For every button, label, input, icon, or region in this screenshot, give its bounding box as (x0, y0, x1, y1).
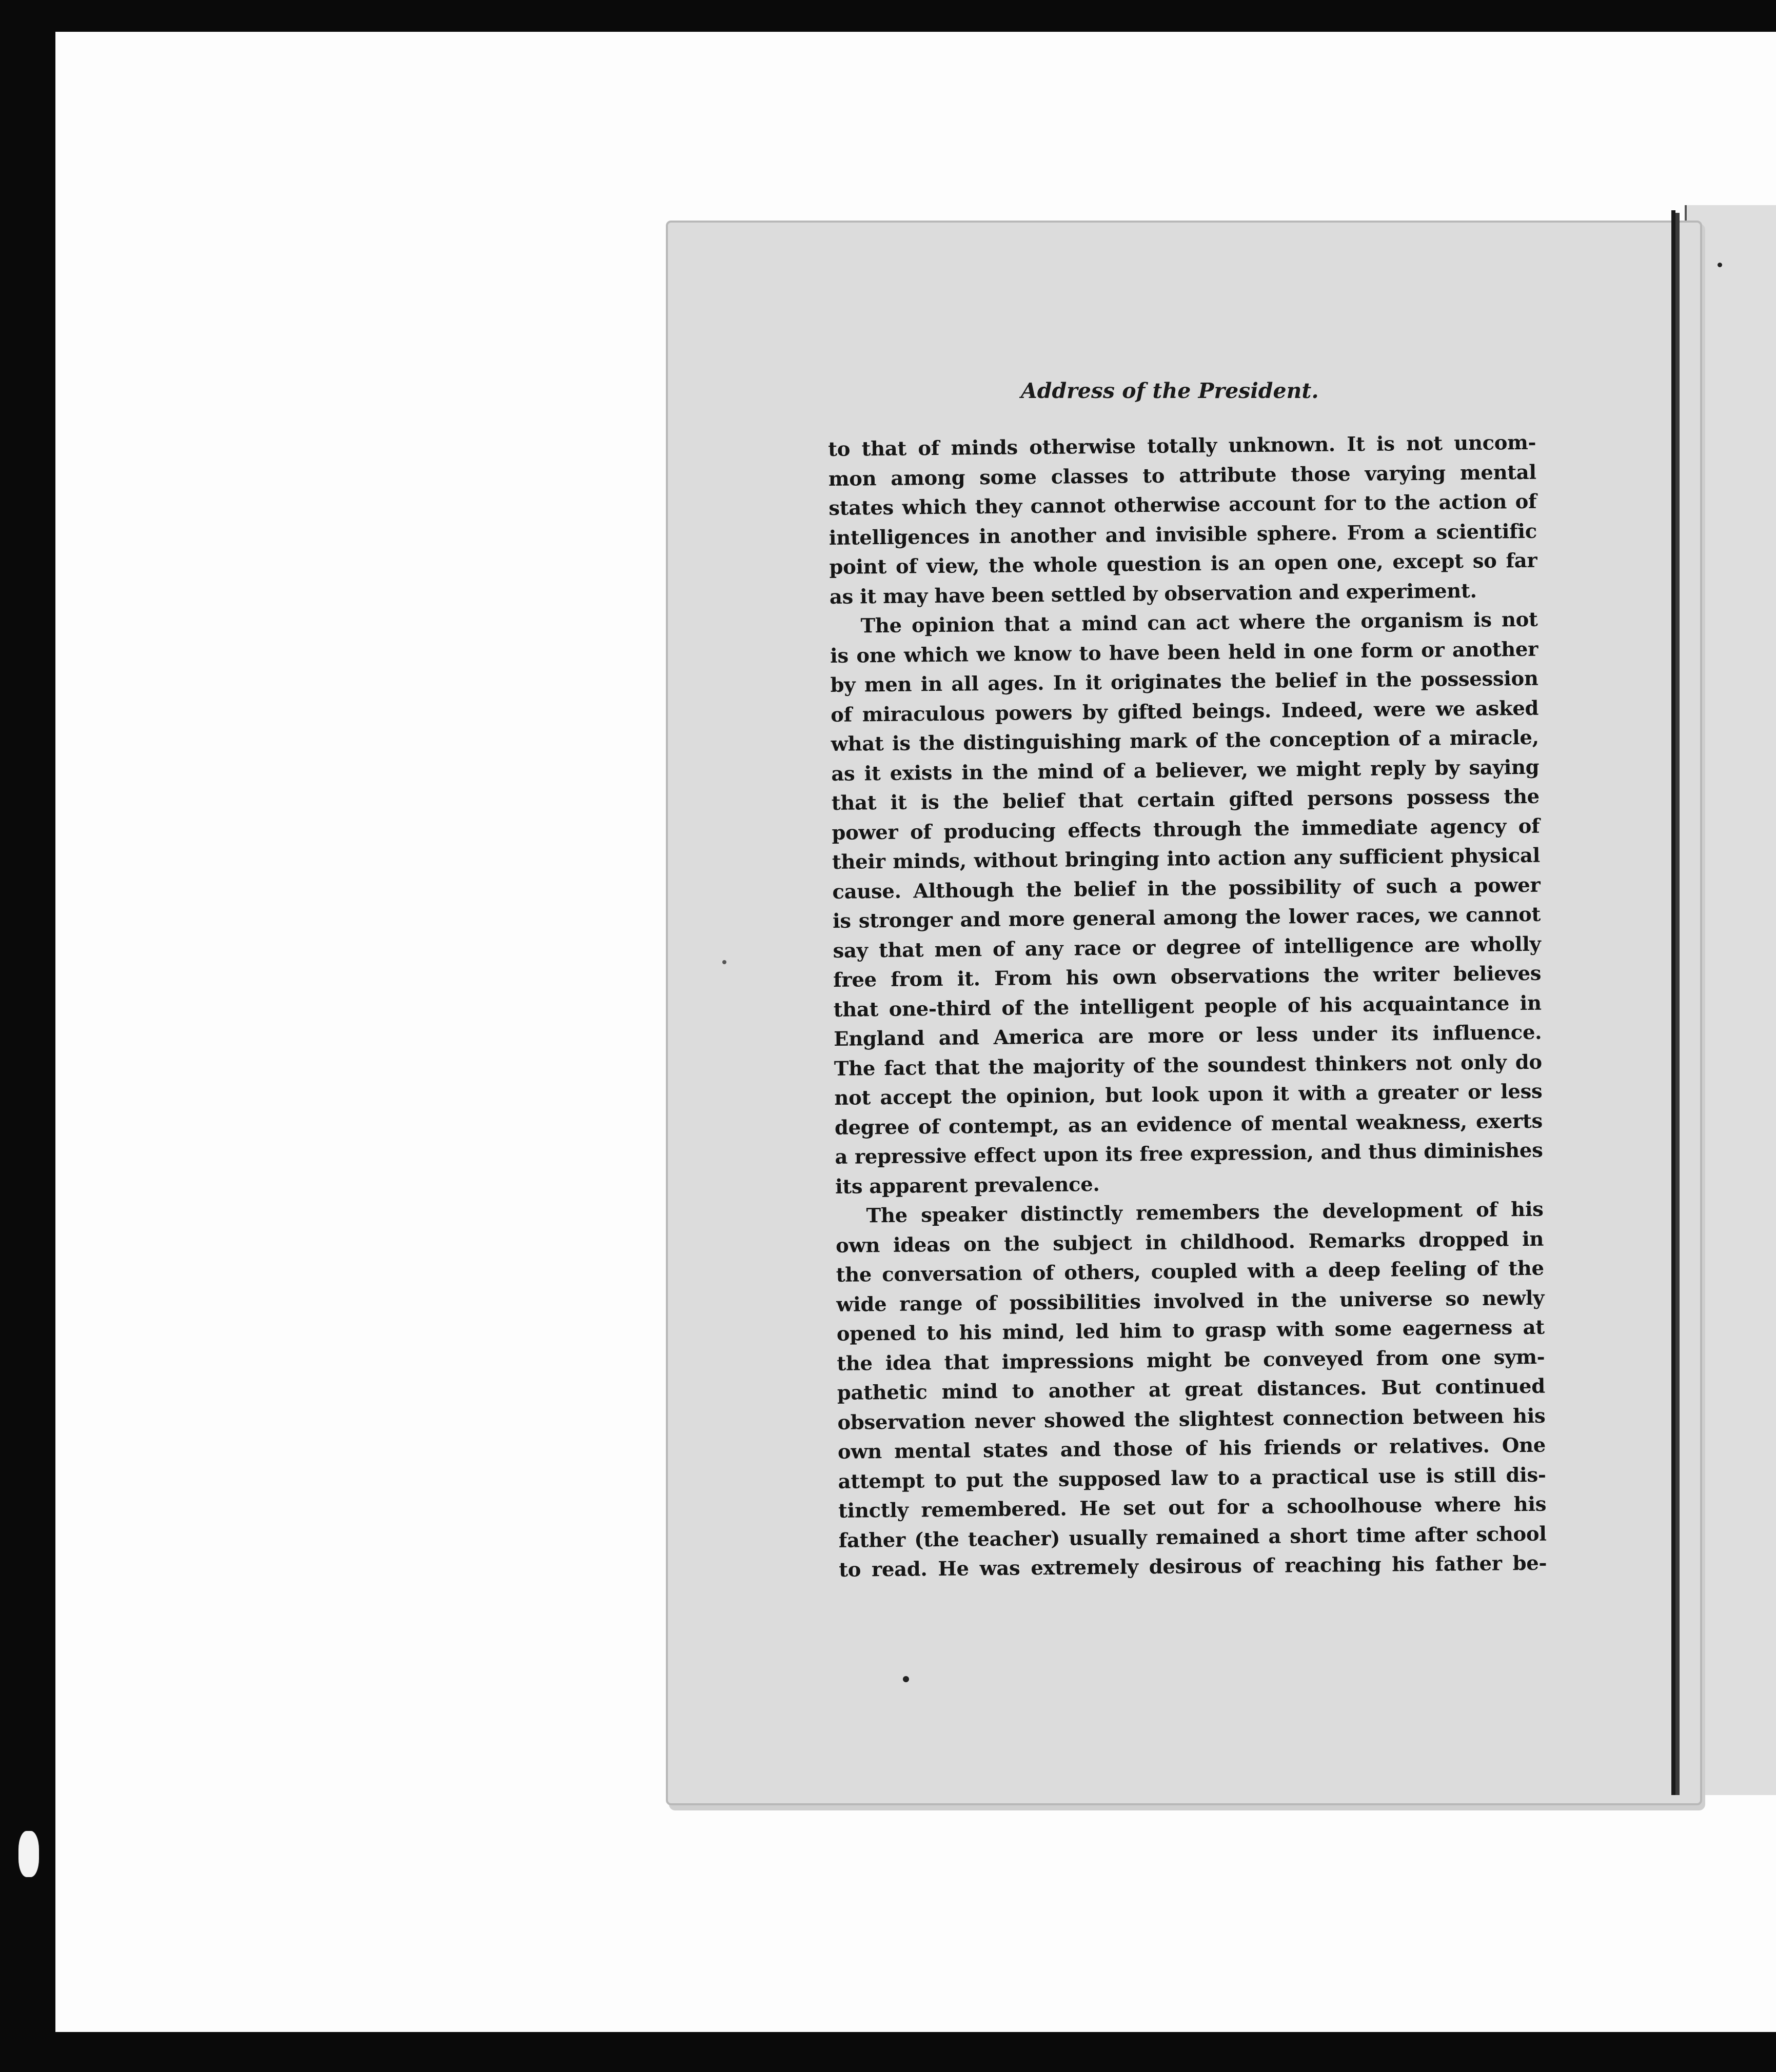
text-line: attempt to put the supposed law to a practical use is still dis- (838, 1463, 1546, 1493)
film-frame-top (0, 0, 1776, 32)
text-line: their minds, without bringing into action any sufficient physical (832, 844, 1541, 874)
text-line: not accept the opinion, but look upon it with a greater or less (834, 1080, 1543, 1110)
book-spine-edge (1675, 213, 1680, 1795)
text-line: England and America are more or less under its influence. (834, 1021, 1542, 1051)
text-line: is one which we know to have been held in one form or another (830, 637, 1538, 668)
page-speck (722, 960, 726, 964)
text-line: what is the distinguishing mark of the conception of a miracle, (831, 726, 1539, 756)
film-frame-bottom (0, 2032, 1776, 2072)
film-artifact (18, 1831, 39, 1877)
text-line: as it exists in the mind of a believer, we might reply by saying (831, 755, 1540, 786)
text-line: as it may have been settled by observation and experiment. (829, 579, 1477, 609)
paragraph (830, 605, 1543, 1202)
text-line: pathetic mind to another at great distances. But continued (837, 1374, 1546, 1405)
text-line: tinctly remembered. He set out for a schoolhouse where his (838, 1492, 1547, 1523)
page-speck (903, 1676, 909, 1682)
text-line: wide range of possibilities involved in the universe so newly (836, 1286, 1545, 1317)
text-line: the idea that impressions might be conveyed from one sym- (837, 1345, 1545, 1376)
text-line: power of producing effects through the immediate agency of (832, 814, 1540, 845)
text-line: that it is the belief that certain gifted persons possess the (831, 785, 1540, 815)
page-speck (1718, 263, 1722, 267)
text-line: opened to his mind, led him to grasp with some eagerness at (836, 1316, 1545, 1346)
text-line: say that men of any race or degree of intelligence are wholly (833, 932, 1541, 963)
text-line: to that of minds otherwise totally unknown. It is not uncom- (828, 431, 1536, 461)
running-head: Address of the President. (1021, 378, 1319, 403)
text-line: The speaker distinctly remembers the development of his (866, 1198, 1544, 1228)
text-line: mon among some classes to attribute those varying mental (828, 461, 1536, 491)
text-line: degree of contempt, as an evidence of mental weakness, exerts (834, 1109, 1543, 1140)
text-line: own mental states and those of his friends or relatives. One (837, 1433, 1546, 1464)
text-line: The opinion that a mind can act where the organism is not (860, 608, 1538, 638)
text-line: that one-third of the intelligent people of his acquaintance in (833, 991, 1542, 1022)
text-line: cause. Although the belief in the possibility of such a power (832, 873, 1541, 904)
text-line: is stronger and more general among the lower races, we cannot (832, 903, 1541, 933)
text-line: a repressive effect upon its free expression, and thus diminishes (835, 1139, 1543, 1169)
book-spine (1671, 210, 1675, 1795)
paragraph (835, 1195, 1547, 1585)
text-line: the conversation of others, coupled with a deep feeling of the (836, 1257, 1544, 1287)
text-line: observation never showed the slightest connection between his (837, 1404, 1546, 1435)
text-line: its apparent prevalence. (835, 1172, 1100, 1199)
text-line: by men in all ages. In it originates the belief in the possession (830, 667, 1538, 697)
text-line: free from it. From his own observations the writer believes (833, 962, 1542, 992)
text-line: of miraculous powers by gifted beings. Indeed, were we asked (831, 696, 1539, 727)
body-text (828, 428, 1547, 1585)
text-line: own ideas on the subject in childhood. Remarks dropped in (835, 1227, 1544, 1258)
text-line: to read. He was extremely desirous of reaching his father be- (839, 1551, 1547, 1582)
paragraph (828, 428, 1537, 612)
text-line: states which they cannot otherwise account for to the action of (828, 490, 1537, 520)
text-line: point of view, the whole question is an open one, except so far (829, 549, 1537, 579)
text-line: intelligences in another and invisible sphere. From a scientific (828, 520, 1537, 550)
text-line: father (the teacher) usually remained a short time after school (838, 1522, 1547, 1552)
text-line: The fact that the majority of the soundest thinkers not only do (834, 1050, 1543, 1081)
film-frame-left (0, 0, 55, 2072)
